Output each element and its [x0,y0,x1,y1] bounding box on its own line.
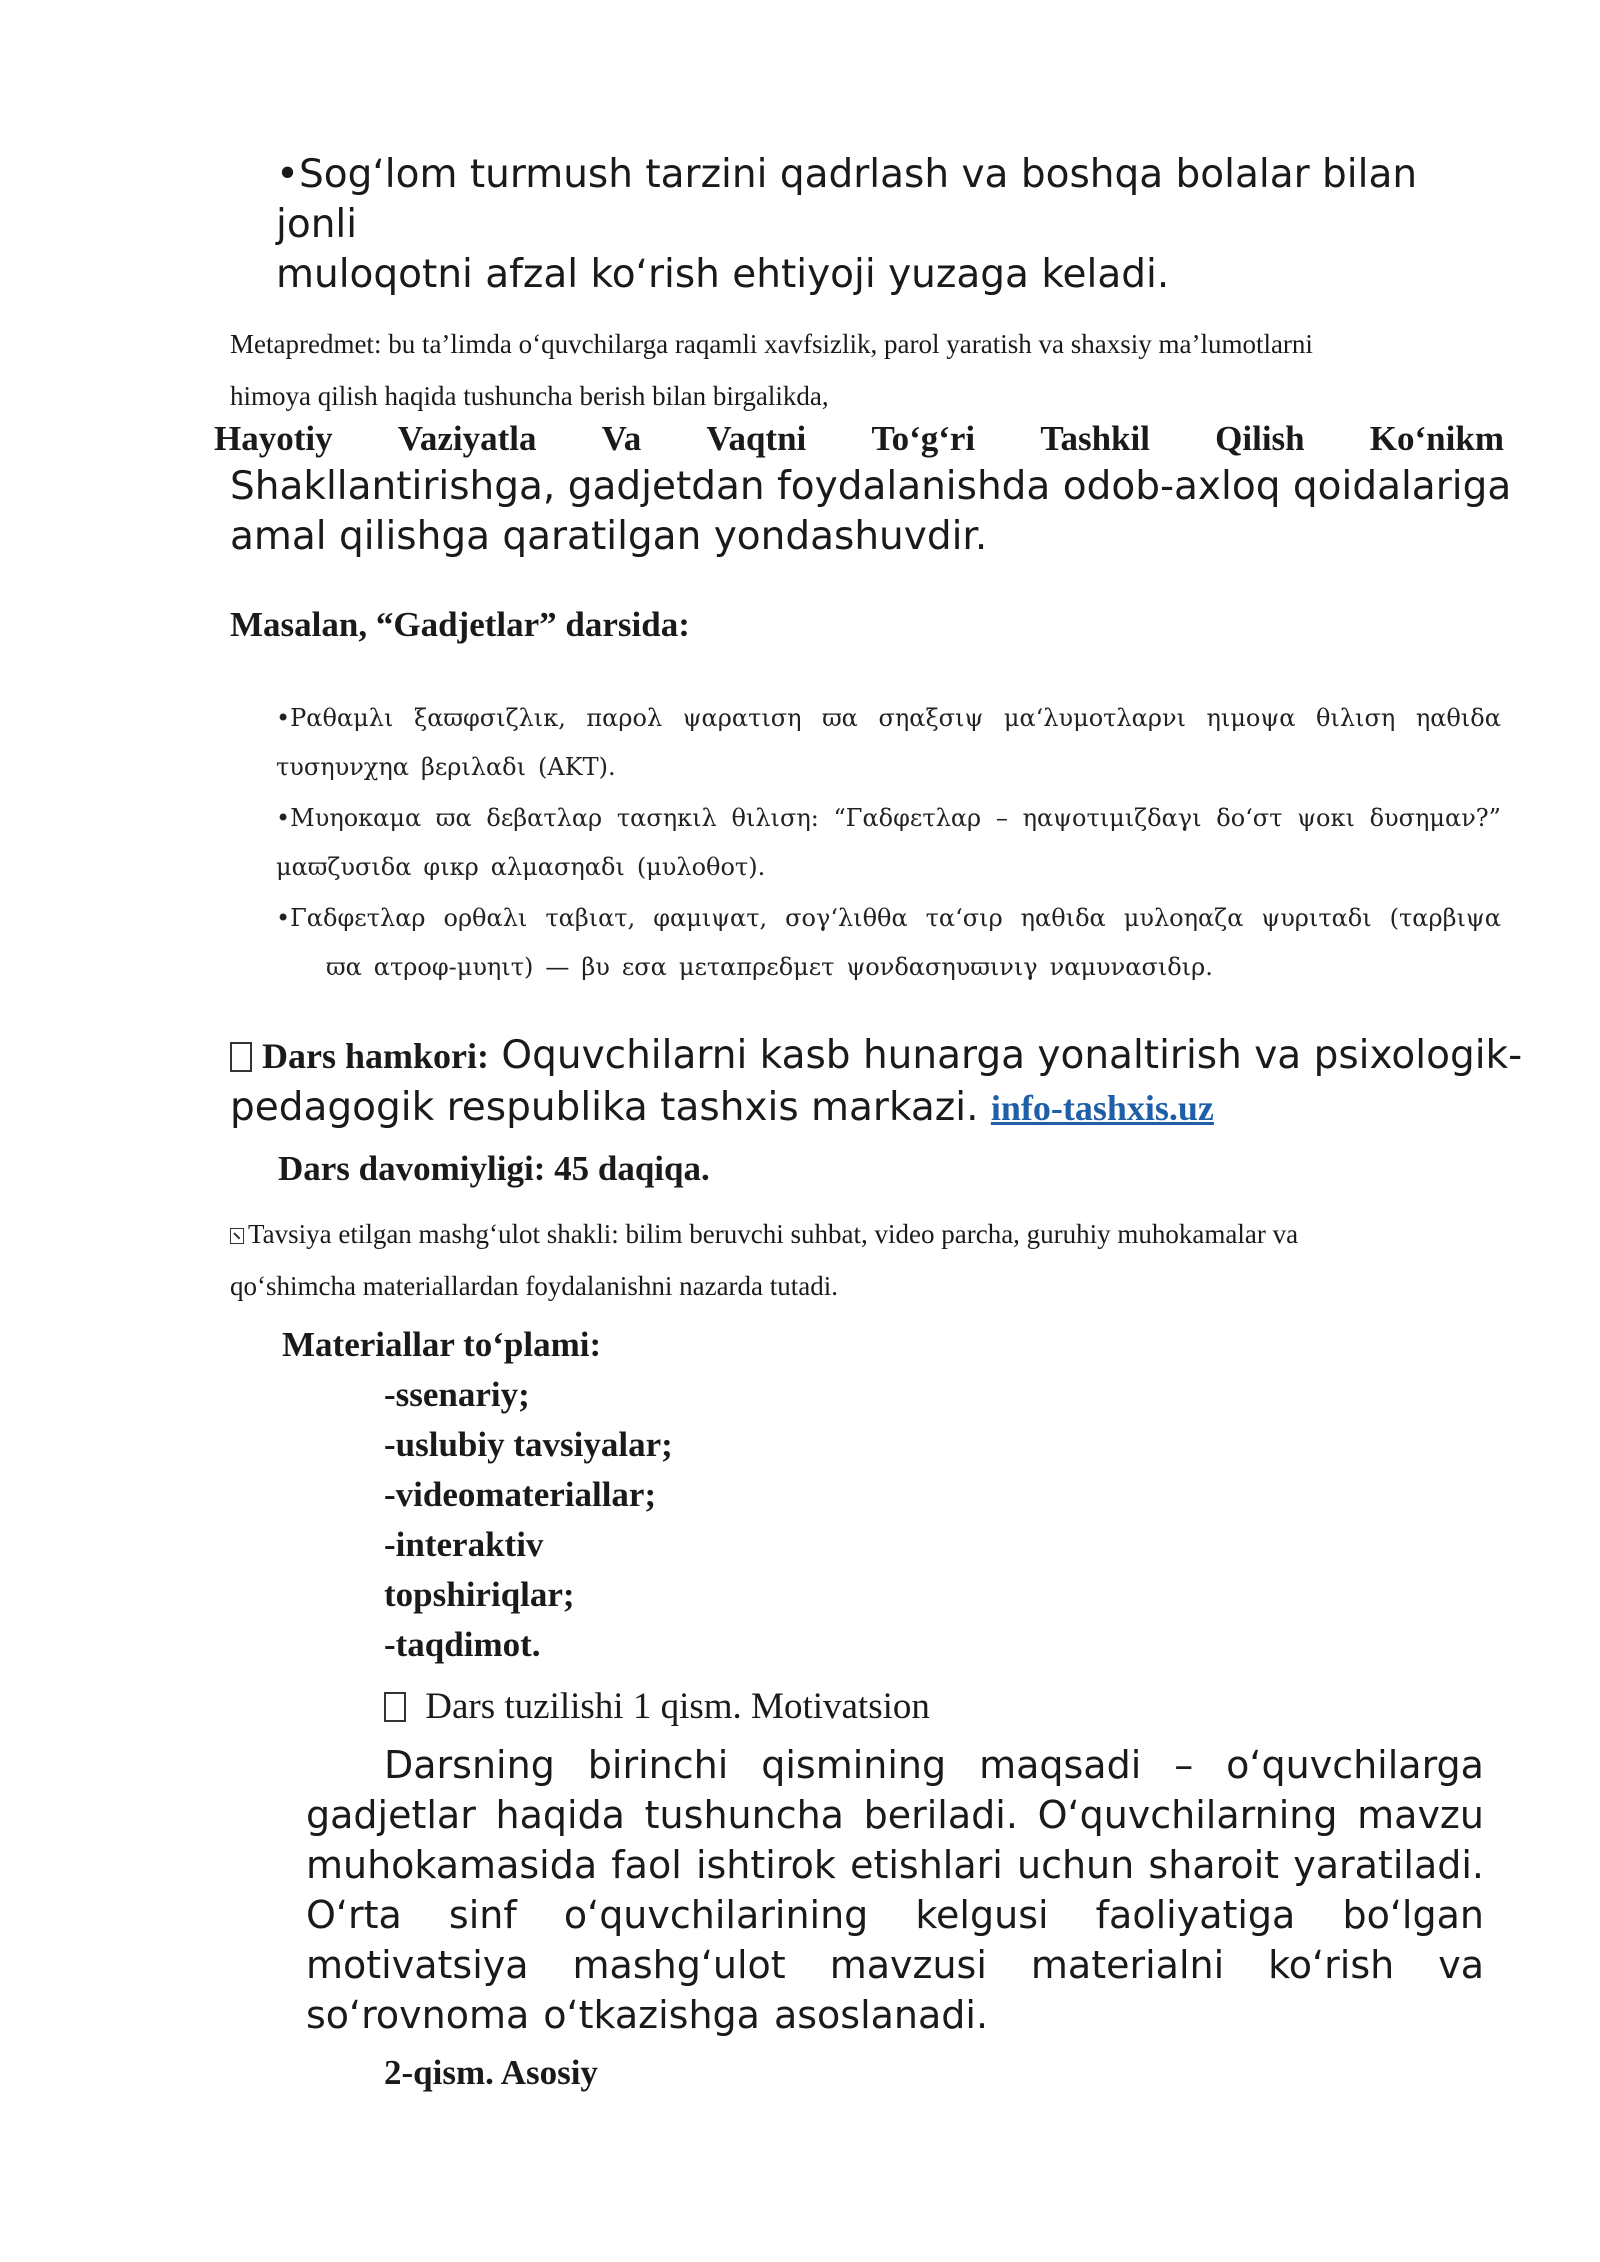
masalan-heading: Masalan, “Gadjetlar” darsida: [230,605,690,644]
greek-line-1b [276,742,1501,792]
word: gadjetlar [306,1793,476,1837]
word: φικρ [423,853,479,881]
metapredmet-paragraph [230,318,1530,422]
word: o‘tkazishga [543,1993,760,2037]
word: yaratiladi. [1293,1843,1484,1887]
dars-hamkori-text-1: Oquvchilarni kasb hunarga yonaltirish va psixologik- [489,1033,1523,1078]
greek-line-3b [326,942,1326,992]
hayotiy-word: Ko‘nikm [1369,419,1504,458]
paragraph-line [306,1990,1484,2040]
word: ορθαλι [443,904,528,932]
word: •Γαδφετλαρ [276,904,426,932]
metapredmet-line-2: himoya qilish haqida tushuncha berish bilan birgalikda, [230,381,829,411]
materiallar-item: -videomateriallar; [384,1475,657,1514]
tavsiya-line-2: qo‘shimcha materiallardan foydalanishni nazarda tutadi. [230,1271,839,1301]
tavsiya-line-1 [230,1208,1530,1260]
greek-line-3a [276,893,1501,943]
word: θιλιση [1315,704,1396,732]
word: – [995,804,1008,832]
word: (ταρβιψα [1389,904,1501,932]
paragraph-line [306,1890,1484,1940]
word: ϖα [435,804,472,832]
intro-bullet [276,150,1496,300]
word: ατροφ-μυηιτ) [373,953,534,981]
hayotiy-word: Vaqtni [706,419,807,458]
paragraph-line [306,1740,1484,1790]
hayotiy-word: To‘g‘ri [871,419,976,458]
word: faoliyatiga [1095,1893,1296,1937]
word: ϖα [822,704,858,732]
word: ναμυνασιδιρ. [1049,953,1213,981]
materiallar-title: Materiallar to‘plami: [282,1325,602,1364]
dars-tuzilishi-heading [384,1682,930,1732]
dars-davomiyligi: Dars davomiyligi: 45 daqiqa. [278,1149,710,1188]
word: va [1438,1943,1484,1987]
paragraph-line [306,1940,1484,1990]
word: beriladi. [863,1793,1018,1837]
dars-hamkori-text-2: pedagogik respublika tashxis markazi. [230,1085,991,1130]
word: βεριλαδι [420,753,527,781]
hayotiy-word: Qilish [1215,419,1305,458]
word: uchun [1017,1843,1135,1887]
word: muhokamasida [306,1843,598,1887]
dars-hamkori-label: Dars hamkori: [262,1036,489,1076]
word: faol [611,1843,682,1887]
checkbox-icon [230,1228,244,1244]
dars-hamkori-paragraph [230,1030,1523,1134]
word: •Ραθαμλι [276,704,394,732]
word: mavzusi [829,1943,987,1987]
word: θιλιση: [731,804,819,832]
metapredmet-line-1: Metapredmet: bu ta’limda o‘quvchilarga raqamli xavfsizlik, parol yaratish va shaxsiy ma’lumotlarni [230,329,1313,359]
tavsiya-line-1-text: Tavsiya etilgan mashg‘ulot shakli: bilim beruvchi suhbat, video parcha, guruhiy muhokamalar va [248,1219,1299,1249]
dars-hamkori-line-1 [230,1030,1523,1082]
checkbox-icon [384,1692,406,1722]
hayotiy-word: Hayotiy [214,419,333,458]
motivatsion-paragraph [306,1740,1484,2040]
materiallar-item: topshiriqlar; [384,1575,575,1614]
word: δυσημαν?” [1369,804,1501,832]
word: (ΑΚΤ). [538,753,616,781]
hayotiy-heading [214,414,1504,464]
word: sinf [448,1893,517,1937]
word: “Γαδφετλαρ [833,804,982,832]
word: ηαψοτιμιζδαγι [1022,804,1202,832]
dars-tuzilishi-text: Dars tuzilishi 1 qism. Motivatsion [416,1686,930,1727]
word: μεταπρεδμετ [678,953,835,981]
hayotiy-word: Va [601,419,642,458]
word: τασηκιλ [616,804,717,832]
word: O‘rta [306,1893,402,1937]
word: kelgusi [915,1893,1049,1937]
word: motivatsiya [306,1943,529,1987]
materiallar-list [384,1370,673,1670]
word: bo‘lgan [1342,1893,1484,1937]
word: ηαθιδα [1415,704,1501,732]
word: qismining [761,1743,947,1787]
word: ηαθιδα [1020,904,1106,932]
word: birinchi [587,1743,729,1787]
intro-bullet-line-2: muloqotni afzal ko‘rish ehtiyoji yuzaga keladi. [276,252,1170,297]
paragraph-line [306,1790,1484,1840]
paragraph-line [306,1840,1484,1890]
word: ko‘rish [1268,1943,1395,1987]
word: δο‘στ [1216,804,1283,832]
word: tushuncha [644,1793,844,1837]
word: ϖα [326,953,362,981]
word: o‘quvchilarining [563,1893,869,1937]
greek-line-2a [276,793,1501,843]
dars-hamkori-line-2 [230,1082,1520,1134]
word: φαμιψατ, [653,904,768,932]
word: μαϖζυσιδα [276,853,412,881]
word: ψοκι [1297,804,1355,832]
greek-line-2b [276,842,1501,892]
word: asoslanadi. [773,1993,989,2037]
word: o‘quvchilarga [1226,1743,1484,1787]
word: τα‘σιρ [925,904,1003,932]
word: haqida [495,1793,625,1837]
word: σογ‘λιθθα [785,904,908,932]
word: τυσηυνχηα [276,753,409,781]
materiallar-item: -ssenariy; [384,1375,530,1414]
word: μα‘λυμοτλαρνι [1003,704,1186,732]
intro-bullet-line-1: •Sog‘lom turmush tarzini qadrlash va boshqa bolalar bilan jonli [276,152,1418,247]
word: mavzu [1357,1793,1484,1837]
word: μυλοηαζα [1123,904,1244,932]
materiallar-item: -uslubiy tavsiyalar; [384,1425,673,1464]
word: Darsning [384,1743,555,1787]
hayotiy-word: Tashkil [1040,419,1150,458]
word: O‘quvchilarning [1037,1793,1338,1837]
info-tashxis-link[interactable]: info-tashxis.uz [990,1088,1214,1128]
word: so‘rovnoma [306,1993,530,2037]
shakllantirish-line-1: Shakllantirishga, gadjetdan foydalanishda odob-axloq qoidalariga [230,464,1512,509]
word: εσα [621,953,667,981]
word: sharoit [1148,1843,1280,1887]
word: σηαξσιψ [878,704,984,732]
hayotiy-word: Vaziyatla [397,419,537,458]
materiallar-item: -taqdimot. [384,1625,541,1664]
tavsiya-paragraph [230,1208,1530,1312]
greek-line-1a [276,693,1501,743]
word: ishtirok [695,1843,836,1887]
word: δεβατλαρ [486,804,603,832]
materiallar-item: -interaktiv [384,1525,544,1564]
shakllantirish-line-2: amal qilishga qaratilgan yondashuvdir. [230,514,988,559]
word: ηιμοψα [1206,704,1296,732]
checkbox-icon [230,1042,252,1072]
word: (μυλοθοτ). [636,853,766,881]
word: etishlari [850,1843,1003,1887]
word: αλμασηαδι [490,853,625,881]
word: ψαρατιση [682,704,802,732]
word: ψυριταδι [1261,904,1372,932]
word: παρολ [586,704,663,732]
word: materialni [1030,1943,1225,1987]
word: maqsadi [979,1743,1142,1787]
word: ξαϖφσιζλικ, [413,704,566,732]
word: •Μυηοκαμα [276,804,422,832]
asosiy-heading: 2-qism. Asosiy [384,2053,598,2092]
word: ταβιατ, [545,904,636,932]
word: – [1174,1743,1194,1787]
word: βυ [581,953,610,981]
shakllantirish-paragraph [230,462,1512,562]
word: — [545,953,570,981]
word: mashg‘ulot [572,1943,786,1987]
word: ψονδασηυϖινιγ [846,953,1038,981]
